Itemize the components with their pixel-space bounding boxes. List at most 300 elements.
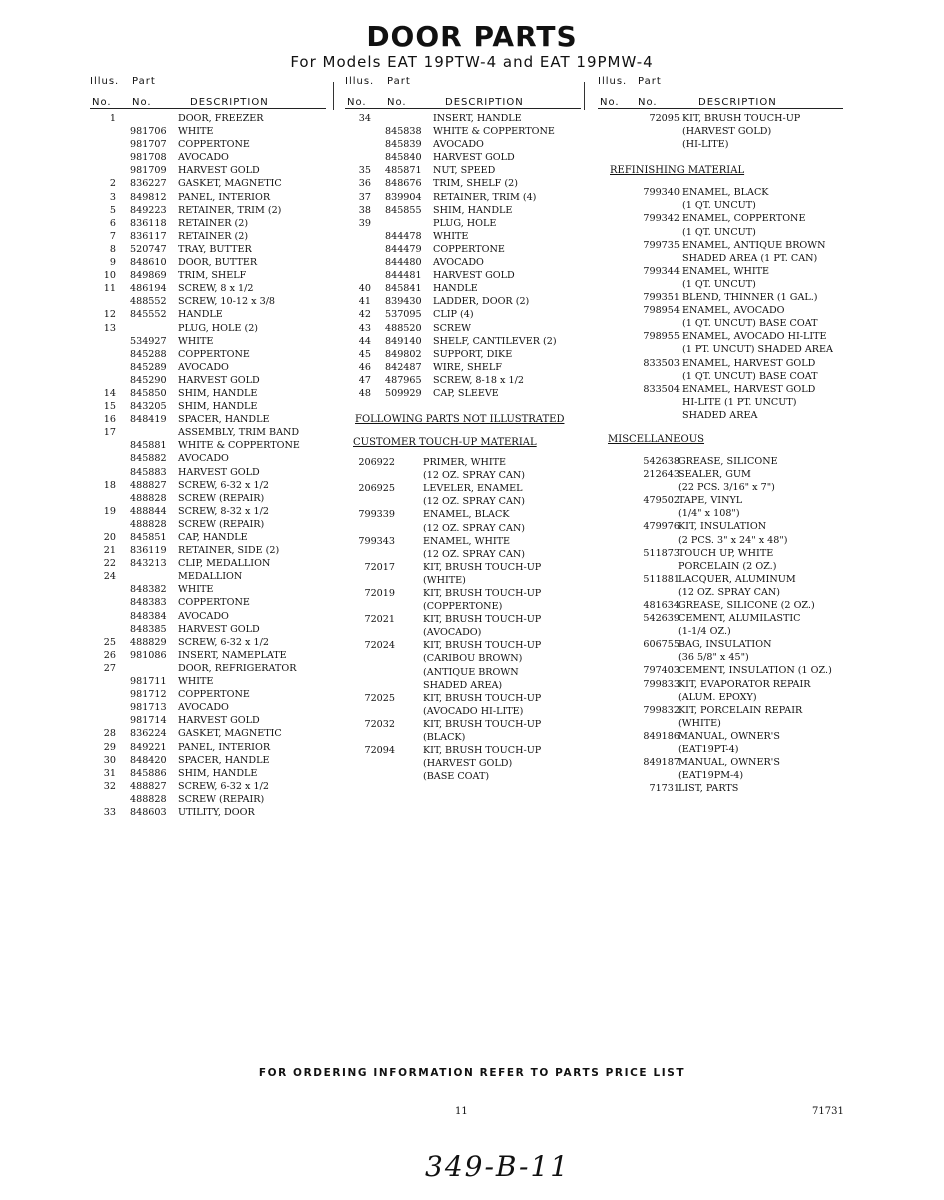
- parts-row: [90, 479, 330, 492]
- parts-row: [598, 743, 848, 756]
- part-number: 537095: [385, 309, 422, 321]
- parts-row: [598, 226, 848, 239]
- illus-number: 13: [103, 322, 116, 334]
- part-number: 212643: [643, 469, 680, 481]
- section-heading-touch-up: CUSTOMER TOUCH-UP MATERIAL: [353, 437, 537, 449]
- parts-row: [345, 217, 585, 230]
- part-number: 849802: [385, 348, 422, 360]
- illus-number: 36: [358, 178, 371, 190]
- parts-row: [345, 295, 585, 308]
- parts-row: [90, 466, 330, 479]
- part-number: 845881: [130, 440, 167, 452]
- description: KIT, EVAPORATOR REPAIR: [678, 678, 811, 690]
- parts-row: [345, 361, 585, 374]
- part-number: 845841: [385, 283, 422, 295]
- parts-row: [598, 678, 848, 691]
- part-number: 799344: [643, 265, 680, 277]
- description: (ALUM. EPOXY): [678, 691, 757, 703]
- description: COPPERTONE: [178, 348, 250, 360]
- description: SCREW (REPAIR): [178, 518, 265, 530]
- parts-row: [598, 730, 848, 743]
- part-number: 843205: [130, 401, 167, 413]
- part-number: 542639: [643, 613, 680, 625]
- illus-number: 1: [109, 113, 116, 124]
- description: CEMENT, ALUMILASTIC: [678, 613, 801, 625]
- parts-row: [598, 343, 848, 356]
- illus-number: 5: [109, 204, 116, 216]
- part-number: 511881: [643, 573, 680, 585]
- illus-number: 32: [103, 780, 116, 792]
- illus-number: 44: [358, 335, 371, 347]
- description: RETAINER, TRIM (4): [433, 191, 537, 203]
- parts-row: [90, 767, 330, 780]
- description: ENAMEL, BLACK: [423, 509, 510, 521]
- description: (HARVEST GOLD): [423, 758, 513, 770]
- parts-row: [90, 505, 330, 518]
- description: (EAT19PM-4): [678, 770, 744, 782]
- parts-row: [90, 243, 330, 256]
- description: LEVELER, ENAMEL: [423, 483, 523, 495]
- description: KIT, BRUSH TOUCH-UP: [423, 718, 542, 730]
- description: ENAMEL, WHITE: [682, 265, 770, 277]
- illus-number: 21: [103, 545, 116, 557]
- parts-row: [598, 186, 848, 199]
- part-number: 848420: [130, 754, 167, 766]
- parts-row: [598, 756, 848, 769]
- description: (BASE COAT): [423, 771, 490, 783]
- parts-row: [345, 744, 585, 757]
- part-number: 798954: [643, 305, 680, 317]
- illus-number: 40: [358, 283, 371, 295]
- illus-number: 26: [103, 649, 116, 661]
- illus-number: 41: [358, 296, 371, 308]
- description: HARVEST GOLD: [178, 165, 260, 177]
- description: SHADED AREA): [423, 679, 503, 691]
- parts-row: [90, 806, 330, 819]
- part-number: 206925: [358, 483, 395, 495]
- description: (12 OZ. SPRAY CAN): [423, 470, 526, 482]
- part-number: 836119: [130, 545, 167, 557]
- parts-row: [345, 164, 585, 177]
- section-heading-not-illustrated: FOLLOWING PARTS NOT ILLUSTRATED: [355, 414, 565, 426]
- description: KIT, PORCELAIN REPAIR: [678, 704, 803, 716]
- parts-row: [598, 704, 848, 717]
- description: HARVEST GOLD: [178, 374, 260, 386]
- illus-number: 10: [103, 270, 116, 282]
- description: SCREW (REPAIR): [178, 492, 265, 504]
- part-number: 72017: [364, 561, 395, 573]
- description: (EAT19PT-4): [678, 744, 739, 756]
- part-number: 71731: [649, 783, 680, 795]
- description: CLIP, MEDALLION: [178, 558, 271, 570]
- part-number: 511873: [643, 547, 680, 559]
- parts-row: [90, 217, 330, 230]
- description: DOOR, REFRIGERATOR: [178, 662, 297, 674]
- parts-row: [345, 770, 585, 783]
- description: COPPERTONE: [178, 597, 250, 609]
- illus-number: 19: [103, 505, 116, 517]
- description-header: DESCRIPTION: [445, 97, 524, 108]
- description: (1 QT. UNCUT): [682, 278, 756, 290]
- part-number: 798955: [643, 331, 680, 343]
- parts-row: [345, 482, 585, 495]
- description: AVOCADO: [433, 257, 484, 269]
- part-number: 606755: [643, 639, 680, 651]
- parts-row: [598, 625, 848, 638]
- parts-row: [345, 256, 585, 269]
- parts-row: [90, 780, 330, 793]
- parts-row: [598, 468, 848, 481]
- parts-row: [345, 308, 585, 321]
- parts-row: [90, 452, 330, 465]
- description: SCREW, 8 x 1/2: [178, 283, 254, 295]
- parts-row: [90, 295, 330, 308]
- parts-row: [345, 151, 585, 164]
- description: AVOCADO: [178, 152, 229, 164]
- illus-number: 28: [103, 728, 116, 740]
- part-number: 72032: [364, 718, 395, 730]
- parts-row: [90, 492, 330, 505]
- description: RETAINER (2): [178, 217, 249, 229]
- description: PRIMER, WHITE: [423, 457, 507, 469]
- part-number: 845289: [130, 361, 167, 373]
- illus-number: 47: [358, 374, 371, 386]
- part-number: 845840: [385, 152, 422, 164]
- part-number: 981706: [130, 126, 167, 138]
- description: (1-1/4 OZ.): [678, 626, 731, 638]
- part-number: 488828: [130, 793, 167, 805]
- parts-row: [90, 754, 330, 767]
- part-number: 845838: [385, 126, 422, 138]
- part-number: 848383: [130, 597, 167, 609]
- parts-row: [90, 138, 330, 151]
- illus-number: 2: [109, 178, 116, 190]
- part-number: 849187: [643, 757, 680, 769]
- parts-row: [345, 639, 585, 652]
- illus-number: 48: [358, 387, 371, 399]
- description: (1 QT. UNCUT): [682, 200, 756, 212]
- description: NUT, SPEED: [433, 165, 496, 177]
- part-header: Part: [387, 76, 411, 87]
- description: KIT, BRUSH TOUCH-UP: [682, 113, 801, 124]
- parts-row: [345, 456, 585, 469]
- page-subtitle: For Models EAT 19PTW-4 and EAT 19PMW-4: [290, 53, 654, 71]
- parts-row: [598, 520, 848, 533]
- column-divider: [584, 82, 585, 110]
- parts-row: [598, 304, 848, 317]
- part-number: 479502: [643, 495, 680, 507]
- part-number: 799833: [643, 678, 680, 690]
- description: SPACER, HANDLE: [178, 754, 270, 766]
- section-heading-miscellaneous: MISCELLANEOUS: [608, 433, 705, 445]
- illus-number: 14: [103, 387, 116, 399]
- parts-row: [598, 112, 848, 125]
- description: (CARIBOU BROWN): [423, 653, 523, 665]
- parts-column-1: [90, 74, 330, 819]
- description: GREASE, SILICONE: [678, 455, 778, 467]
- parts-row: [345, 757, 585, 770]
- description: BLEND, THINNER (1 GAL.): [682, 292, 818, 304]
- parts-row: [90, 649, 330, 662]
- part-number: 836227: [130, 178, 167, 190]
- part-number: 849869: [130, 270, 167, 282]
- part-number: 981711: [130, 676, 167, 688]
- description: SHADED AREA (1 PT. CAN): [682, 252, 818, 264]
- part-number: 845883: [130, 466, 167, 478]
- header-rule: [598, 108, 843, 109]
- part-number: 799735: [643, 239, 680, 251]
- description: TOUCH UP, WHITE: [678, 547, 774, 559]
- description: TAPE, VINYL: [678, 495, 743, 507]
- parts-row: [90, 322, 330, 335]
- parts-row: [598, 560, 848, 573]
- description: (ANTIQUE BROWN: [423, 666, 519, 678]
- description: AVOCADO: [178, 361, 229, 373]
- part-number: 799343: [358, 535, 395, 547]
- parts-row: [90, 230, 330, 243]
- parts-row: [345, 230, 585, 243]
- part-number: 839430: [385, 296, 422, 308]
- part-number: 845288: [130, 348, 167, 360]
- part-number: 849812: [130, 191, 167, 203]
- parts-row: [345, 125, 585, 138]
- description: SCREW, 8-18 x 1/2: [433, 374, 524, 386]
- parts-row: [345, 548, 585, 561]
- description: HANDLE: [433, 283, 478, 295]
- description: COPPERTONE: [178, 139, 250, 151]
- part-number: 488552: [130, 296, 167, 308]
- description: KIT, BRUSH TOUCH-UP: [423, 745, 542, 757]
- illus-number: 29: [103, 741, 116, 753]
- part-number: 481634: [643, 600, 680, 611]
- description: SPACER, HANDLE: [178, 414, 270, 426]
- parts-row: [345, 535, 585, 548]
- no-header: No.: [347, 97, 367, 108]
- description: CAP, SLEEVE: [433, 387, 499, 399]
- parts-row: [90, 177, 330, 190]
- parts-row: [90, 413, 330, 426]
- parts-row: [90, 557, 330, 570]
- parts-row: [598, 138, 848, 151]
- column-header: [345, 74, 585, 108]
- part-number: 488827: [130, 479, 167, 491]
- part-number: 542638: [643, 455, 680, 467]
- parts-row: [345, 335, 585, 348]
- parts-row: [345, 692, 585, 705]
- parts-row: [598, 573, 848, 586]
- description: (AVOCADO): [423, 627, 482, 639]
- description: CEMENT, INSULATION (1 OZ.): [678, 665, 832, 677]
- part-number: 488844: [130, 505, 167, 517]
- description: GASKET, MAGNETIC: [178, 178, 282, 190]
- part-number: 848610: [130, 257, 167, 269]
- part-number: 848382: [130, 584, 167, 596]
- part-number: 72025: [364, 692, 395, 704]
- part-number: 981086: [130, 649, 167, 661]
- description: KIT, BRUSH TOUCH-UP: [423, 640, 542, 652]
- description: HANDLE: [178, 309, 223, 321]
- part-number: 844479: [385, 243, 422, 255]
- parts-row: [90, 688, 330, 701]
- parts-row: [90, 518, 330, 531]
- illus-number: 20: [103, 532, 116, 543]
- illus-number: 8: [109, 243, 116, 255]
- parts-row: [598, 691, 848, 704]
- parts-row: [598, 769, 848, 782]
- description: SHIM, HANDLE: [178, 401, 258, 413]
- parts-row: [90, 596, 330, 609]
- no-header: No.: [92, 97, 112, 108]
- parts-row: [90, 623, 330, 636]
- description: PLUG, HOLE: [433, 217, 497, 229]
- parts-row: [90, 714, 330, 727]
- parts-row: [598, 370, 848, 383]
- description: (2 PCS. 3" x 24" x 48"): [678, 534, 788, 546]
- parts-row: [90, 701, 330, 714]
- description: MEDALLION: [178, 571, 243, 583]
- description: WIRE, SHELF: [433, 361, 502, 373]
- description: LACQUER, ALUMINUM: [678, 573, 796, 585]
- description: SHIM, HANDLE: [178, 387, 258, 399]
- description: KIT, BRUSH TOUCH-UP: [423, 692, 542, 704]
- part-number: 509929: [385, 387, 422, 399]
- description: PANEL, INTERIOR: [178, 191, 271, 203]
- column-header: [598, 74, 848, 108]
- parts-row: [598, 534, 848, 547]
- parts-row: [90, 662, 330, 675]
- description: KIT, INSULATION: [678, 521, 767, 533]
- illus-number: 45: [358, 348, 371, 360]
- illus-number: 6: [109, 217, 116, 229]
- parts-row: [345, 282, 585, 295]
- parts-row: [598, 278, 848, 291]
- part-number: 799832: [643, 704, 680, 716]
- parts-row: [90, 544, 330, 557]
- parts-column-2: [345, 74, 585, 783]
- part-number: 849221: [130, 741, 167, 753]
- parts-row: [345, 243, 585, 256]
- description: CLIP (4): [433, 309, 474, 321]
- part-number: 844480: [385, 257, 422, 269]
- part-number: 843213: [130, 558, 167, 570]
- description: SCREW (REPAIR): [178, 793, 265, 805]
- header-rule: [345, 108, 581, 109]
- parts-row: [90, 361, 330, 374]
- description: SCREW: [433, 322, 472, 334]
- parts-row: [90, 636, 330, 649]
- part-number: 833503: [643, 357, 680, 369]
- description: TRAY, BUTTER: [178, 243, 252, 255]
- parts-row: [598, 212, 848, 225]
- parts-row: [598, 651, 848, 664]
- description: AVOCADO: [178, 610, 229, 622]
- description: AVOCADO: [178, 453, 229, 465]
- parts-row: [345, 652, 585, 665]
- parts-row: [90, 426, 330, 439]
- illus-number: 37: [358, 191, 371, 203]
- parts-row: [90, 400, 330, 413]
- part-number: 520747: [130, 243, 167, 255]
- parts-row: [598, 317, 848, 330]
- description: BAG, INSULATION: [678, 639, 772, 651]
- parts-row: [345, 374, 585, 387]
- parts-row: [598, 125, 848, 138]
- description: COPPERTONE: [178, 689, 250, 701]
- parts-row: [598, 507, 848, 520]
- description-header: DESCRIPTION: [190, 97, 269, 108]
- illus-number: 15: [103, 401, 116, 413]
- parts-row: [90, 439, 330, 452]
- part-number: 836117: [130, 230, 167, 242]
- description: ENAMEL, BLACK: [682, 187, 769, 199]
- parts-row: [598, 383, 848, 396]
- parts-row: [345, 600, 585, 613]
- part-number: 845850: [130, 387, 167, 399]
- illus-number: 34: [358, 113, 371, 124]
- description: RETAINER (2): [178, 230, 249, 242]
- no-header: No.: [387, 97, 407, 108]
- description: ENAMEL, AVOCADO: [682, 305, 785, 317]
- parts-row: [345, 387, 585, 400]
- description: SHADED AREA: [682, 409, 758, 421]
- no-header: No.: [638, 97, 658, 108]
- description: SHIM, HANDLE: [433, 204, 513, 216]
- part-number: 849223: [130, 204, 167, 216]
- part-number: 848603: [130, 806, 167, 818]
- parts-row: [90, 112, 330, 125]
- description: RETAINER, TRIM (2): [178, 204, 282, 216]
- description: (HARVEST GOLD): [682, 126, 772, 138]
- part-number: 848676: [385, 178, 422, 190]
- illus-number: 42: [358, 309, 371, 321]
- parts-row: [598, 252, 848, 265]
- part-number: 836224: [130, 728, 167, 740]
- parts-row: [345, 495, 585, 508]
- no-header: No.: [600, 97, 620, 108]
- description: ENAMEL, AVOCADO HI-LITE: [682, 331, 827, 343]
- description: (1 QT. UNCUT): [682, 226, 756, 238]
- description: WHITE & COPPERTONE: [433, 126, 555, 138]
- parts-row: [90, 282, 330, 295]
- description: SCREW, 10-12 x 3/8: [178, 296, 276, 308]
- description: HARVEST GOLD: [433, 152, 515, 164]
- parts-row: [345, 191, 585, 204]
- part-number: 799340: [643, 187, 680, 199]
- parts-row: [598, 199, 848, 212]
- part-number: 488828: [130, 518, 167, 530]
- description: DOOR, FREEZER: [178, 113, 264, 124]
- illus-number: 11: [103, 283, 116, 295]
- description: MANUAL, OWNER'S: [678, 730, 780, 742]
- no-header: No.: [132, 97, 152, 108]
- description-header: DESCRIPTION: [698, 97, 777, 108]
- parts-row: [90, 269, 330, 282]
- parts-row: [345, 666, 585, 679]
- description: SUPPORT, DIKE: [433, 348, 513, 360]
- parts-row: [90, 374, 330, 387]
- description: SCREW, 6-32 x 1/2: [178, 636, 269, 648]
- part-number: 849186: [643, 730, 680, 742]
- part-number: 479976: [643, 521, 680, 533]
- part-number: 799342: [643, 213, 680, 225]
- part-header: Part: [132, 76, 156, 87]
- part-number: 488827: [130, 780, 167, 792]
- description: ENAMEL, COPPERTONE: [682, 213, 806, 225]
- description: WHITE & COPPERTONE: [178, 440, 300, 452]
- description: (BLACK): [423, 732, 466, 744]
- parts-row: [598, 638, 848, 651]
- part-number: 836118: [130, 217, 167, 229]
